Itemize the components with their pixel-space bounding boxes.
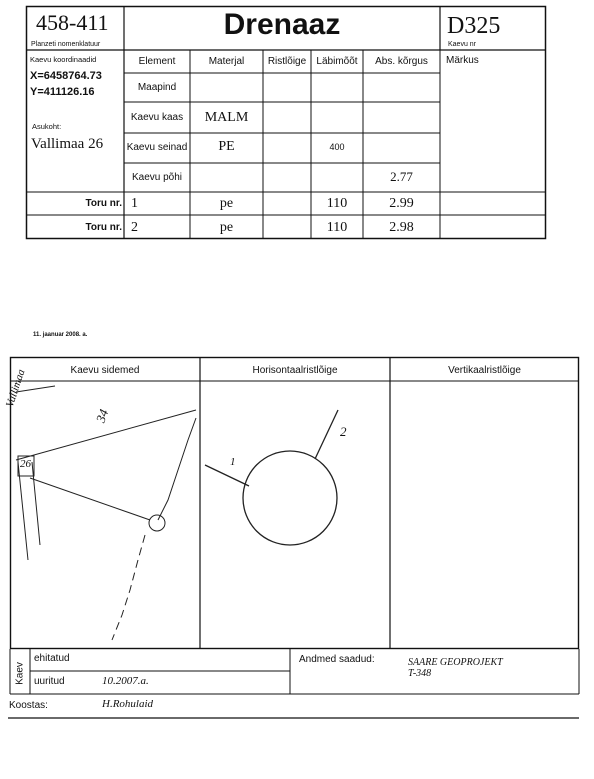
job-number: T-348 (408, 668, 432, 679)
panel-title-horizontal: Horisontaalristlõige (252, 365, 338, 376)
panel-title-connections: Kaevu sidemed (70, 365, 140, 376)
surveyed-label: uuritud (34, 676, 65, 687)
page-title: Drenaaz (223, 8, 341, 41)
compiled-by: H.Rohulaid (102, 698, 154, 710)
pipe-diameter: 110 (326, 196, 348, 211)
pipe-number: 1 (131, 196, 138, 211)
panel-title-vertical: Vertikaalristlõige (448, 365, 521, 376)
location-value: Vallimaa 26 (31, 136, 104, 152)
pipe-number: 2 (131, 220, 138, 235)
col-header-diameter: Läbimõõt (316, 56, 358, 67)
surveyed-value: 10.2007.a. (102, 675, 149, 687)
sheet-number: 458-411 (36, 10, 109, 35)
horizontal-section-sketch (205, 410, 338, 545)
sheet-caption: Planzeti nomenklatuur (31, 41, 101, 48)
remarks-label: Märkus (446, 55, 479, 66)
data-source-label: Andmed saadud: (299, 654, 375, 665)
row-element: Kaevu kaas (130, 112, 184, 123)
pipe-label: Toru nr. (85, 222, 122, 233)
pipe-label: Toru nr. (85, 198, 122, 209)
pipe1-label: 1 (230, 456, 236, 468)
pipe-material: pe (219, 220, 234, 235)
coord-y: Y=411126.16 (30, 86, 95, 98)
well-caption: Kaevu nr (448, 41, 477, 48)
col-header-section: Ristlõige (267, 56, 307, 67)
street-label: Vallimaa (4, 367, 28, 409)
row-material: MALM (204, 110, 249, 125)
col-header-material: Materjal (208, 56, 245, 67)
row-element: Kaevu seinad (126, 142, 188, 153)
row-material: PE (218, 139, 235, 154)
pipe-elevation: 2.98 (389, 220, 414, 235)
pipe2-label: 2 (340, 424, 347, 439)
side-label: Kaev (14, 662, 26, 685)
pipe-diameter: 110 (326, 220, 348, 235)
compiled-label: Koostas: (9, 700, 48, 711)
well-id: D325 (447, 13, 501, 39)
location-label: Asukoht: (32, 122, 62, 131)
coords-label: Kaevu koordinaadid (30, 55, 97, 64)
coord-x: X=6458764.73 (30, 70, 102, 82)
built-label: ehitatud (34, 653, 70, 664)
row-diameter: 400 (329, 142, 345, 152)
col-header-elevation: Abs. kõrgus (375, 56, 428, 67)
company-name: SAARE GEOPROJEKT (408, 657, 503, 668)
row-elevation: 2.77 (390, 169, 413, 184)
row-element: Kaevu põhi (131, 172, 183, 183)
pipe-material: pe (219, 196, 234, 211)
plot-number: 34 (92, 407, 112, 425)
house-number: 26 (20, 458, 31, 470)
date-note: 11. jaanuar 2008. a. (33, 332, 88, 338)
col-header-element: Element (138, 56, 176, 67)
pipe-elevation: 2.99 (389, 196, 414, 211)
row-element: Maapind (137, 82, 177, 93)
